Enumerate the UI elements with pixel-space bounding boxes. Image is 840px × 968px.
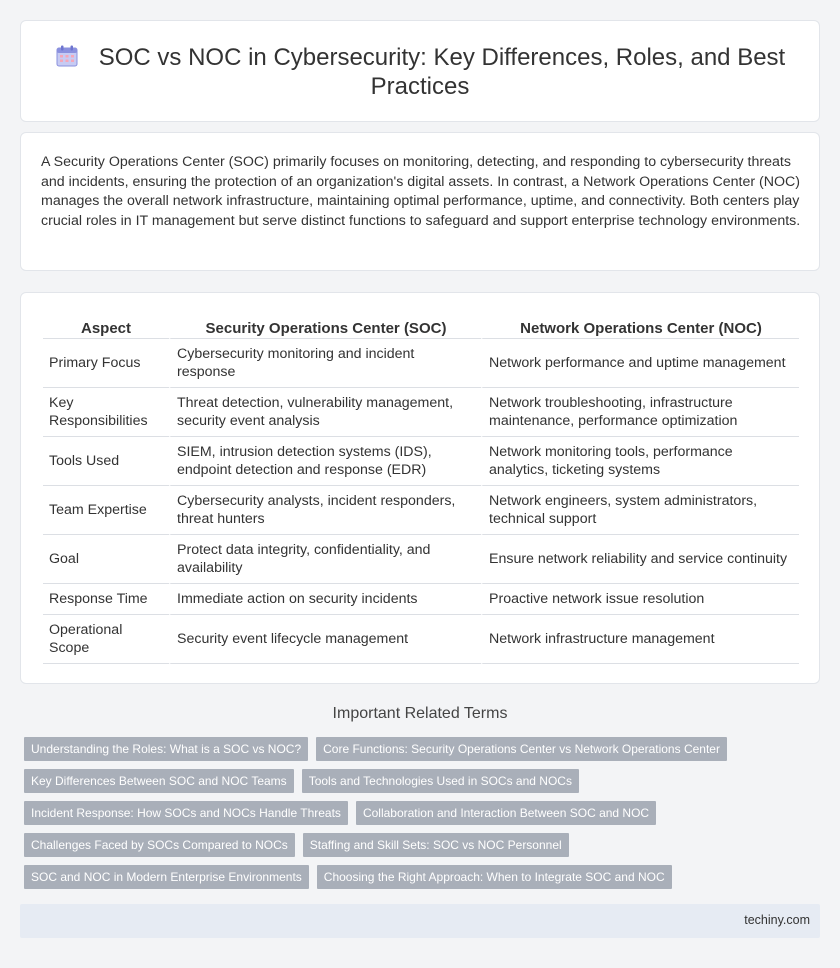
- related-term-tag[interactable]: Collaboration and Interaction Between SOC and NOC: [356, 801, 656, 825]
- column-header-soc: Security Operations Center (SOC): [169, 313, 481, 339]
- related-term-tag[interactable]: Challenges Faced by SOCs Compared to NOCs: [24, 833, 295, 857]
- table-row: [43, 437, 799, 486]
- comparison-table: [43, 313, 799, 664]
- row-noc: Network engineers, system administrators, technical support: [481, 486, 799, 535]
- row-aspect: Response Time: [43, 584, 169, 615]
- table-row: [43, 339, 799, 388]
- table-header-row: [43, 313, 799, 339]
- table-row: [43, 535, 799, 584]
- column-header-aspect: Aspect: [43, 313, 169, 339]
- row-noc: Network performance and uptime management: [481, 339, 799, 388]
- related-term-tag[interactable]: Choosing the Right Approach: When to Integrate SOC and NOC: [317, 865, 672, 889]
- tag-row: [24, 833, 824, 857]
- related-term-tag[interactable]: Understanding the Roles: What is a SOC vs NOC?: [24, 737, 308, 761]
- row-soc: Security event lifecycle management: [169, 615, 481, 664]
- tag-row: [24, 737, 824, 761]
- row-aspect: Primary Focus: [43, 339, 169, 388]
- related-terms-title: Important Related Terms: [332, 705, 508, 722]
- related-terms-list: [24, 737, 824, 897]
- row-noc: Ensure network reliability and service continuity: [481, 535, 799, 584]
- tag-row: [24, 801, 824, 825]
- related-term-tag[interactable]: SOC and NOC in Modern Enterprise Environments: [24, 865, 309, 889]
- calendar-icon: [55, 44, 79, 68]
- row-aspect: Key Responsibilities: [43, 388, 169, 437]
- row-soc: SIEM, intrusion detection systems (IDS), endpoint detection and response (EDR): [169, 437, 481, 486]
- row-aspect: Team Expertise: [43, 486, 169, 535]
- intro-paragraph: A Security Operations Center (SOC) primarily focuses on monitoring, detecting, and responding to cybersecurity threats and incidents, ensuring the protection of an organization's digital assets. In contrast, a Network Operations Center (NOC) manages the overall network infrastructure, maintaining optimal performance, uptime, and connectivity. Both centers play crucial roles in IT management but serve distinct functions to safeguard and support enterprise technology environments.: [41, 154, 801, 229]
- column-header-noc: Network Operations Center (NOC): [481, 313, 799, 339]
- row-noc: Network troubleshooting, infrastructure maintenance, performance optimization: [481, 388, 799, 437]
- footer: [20, 904, 820, 938]
- row-soc: Protect data integrity, confidentiality, and availability: [169, 535, 481, 584]
- table-row: [43, 584, 799, 615]
- footer-site[interactable]: techiny.com: [744, 913, 810, 927]
- row-noc: Network infrastructure management: [481, 615, 799, 664]
- row-soc: Cybersecurity analysts, incident responders, threat hunters: [169, 486, 481, 535]
- tag-row: [24, 769, 824, 793]
- related-term-tag[interactable]: Core Functions: Security Operations Center vs Network Operations Center: [316, 737, 727, 761]
- row-soc: Immediate action on security incidents: [169, 584, 481, 615]
- row-aspect: Operational Scope: [43, 615, 169, 664]
- table-row: [43, 388, 799, 437]
- tag-row: [24, 865, 824, 889]
- related-term-tag[interactable]: Incident Response: How SOCs and NOCs Handle Threats: [24, 801, 348, 825]
- related-term-tag[interactable]: Key Differences Between SOC and NOC Teams: [24, 769, 294, 793]
- row-aspect: Goal: [43, 535, 169, 584]
- page-title-wrap: [21, 43, 819, 101]
- row-soc: Threat detection, vulnerability management, security event analysis: [169, 388, 481, 437]
- row-soc: Cybersecurity monitoring and incident response: [169, 339, 481, 388]
- comparison-table-card: [20, 292, 820, 684]
- row-aspect: Tools Used: [43, 437, 169, 486]
- table-row: [43, 615, 799, 664]
- related-term-tag[interactable]: Staffing and Skill Sets: SOC vs NOC Personnel: [303, 833, 569, 857]
- related-term-tag[interactable]: Tools and Technologies Used in SOCs and NOCs: [302, 769, 579, 793]
- title-card: [20, 20, 820, 122]
- table-row: [43, 486, 799, 535]
- intro-card: [20, 132, 820, 271]
- row-noc: Network monitoring tools, performance analytics, ticketing systems: [481, 437, 799, 486]
- row-noc: Proactive network issue resolution: [481, 584, 799, 615]
- page-title: SOC vs NOC in Cybersecurity: Key Differences, Roles, and Best Practices: [98, 44, 786, 100]
